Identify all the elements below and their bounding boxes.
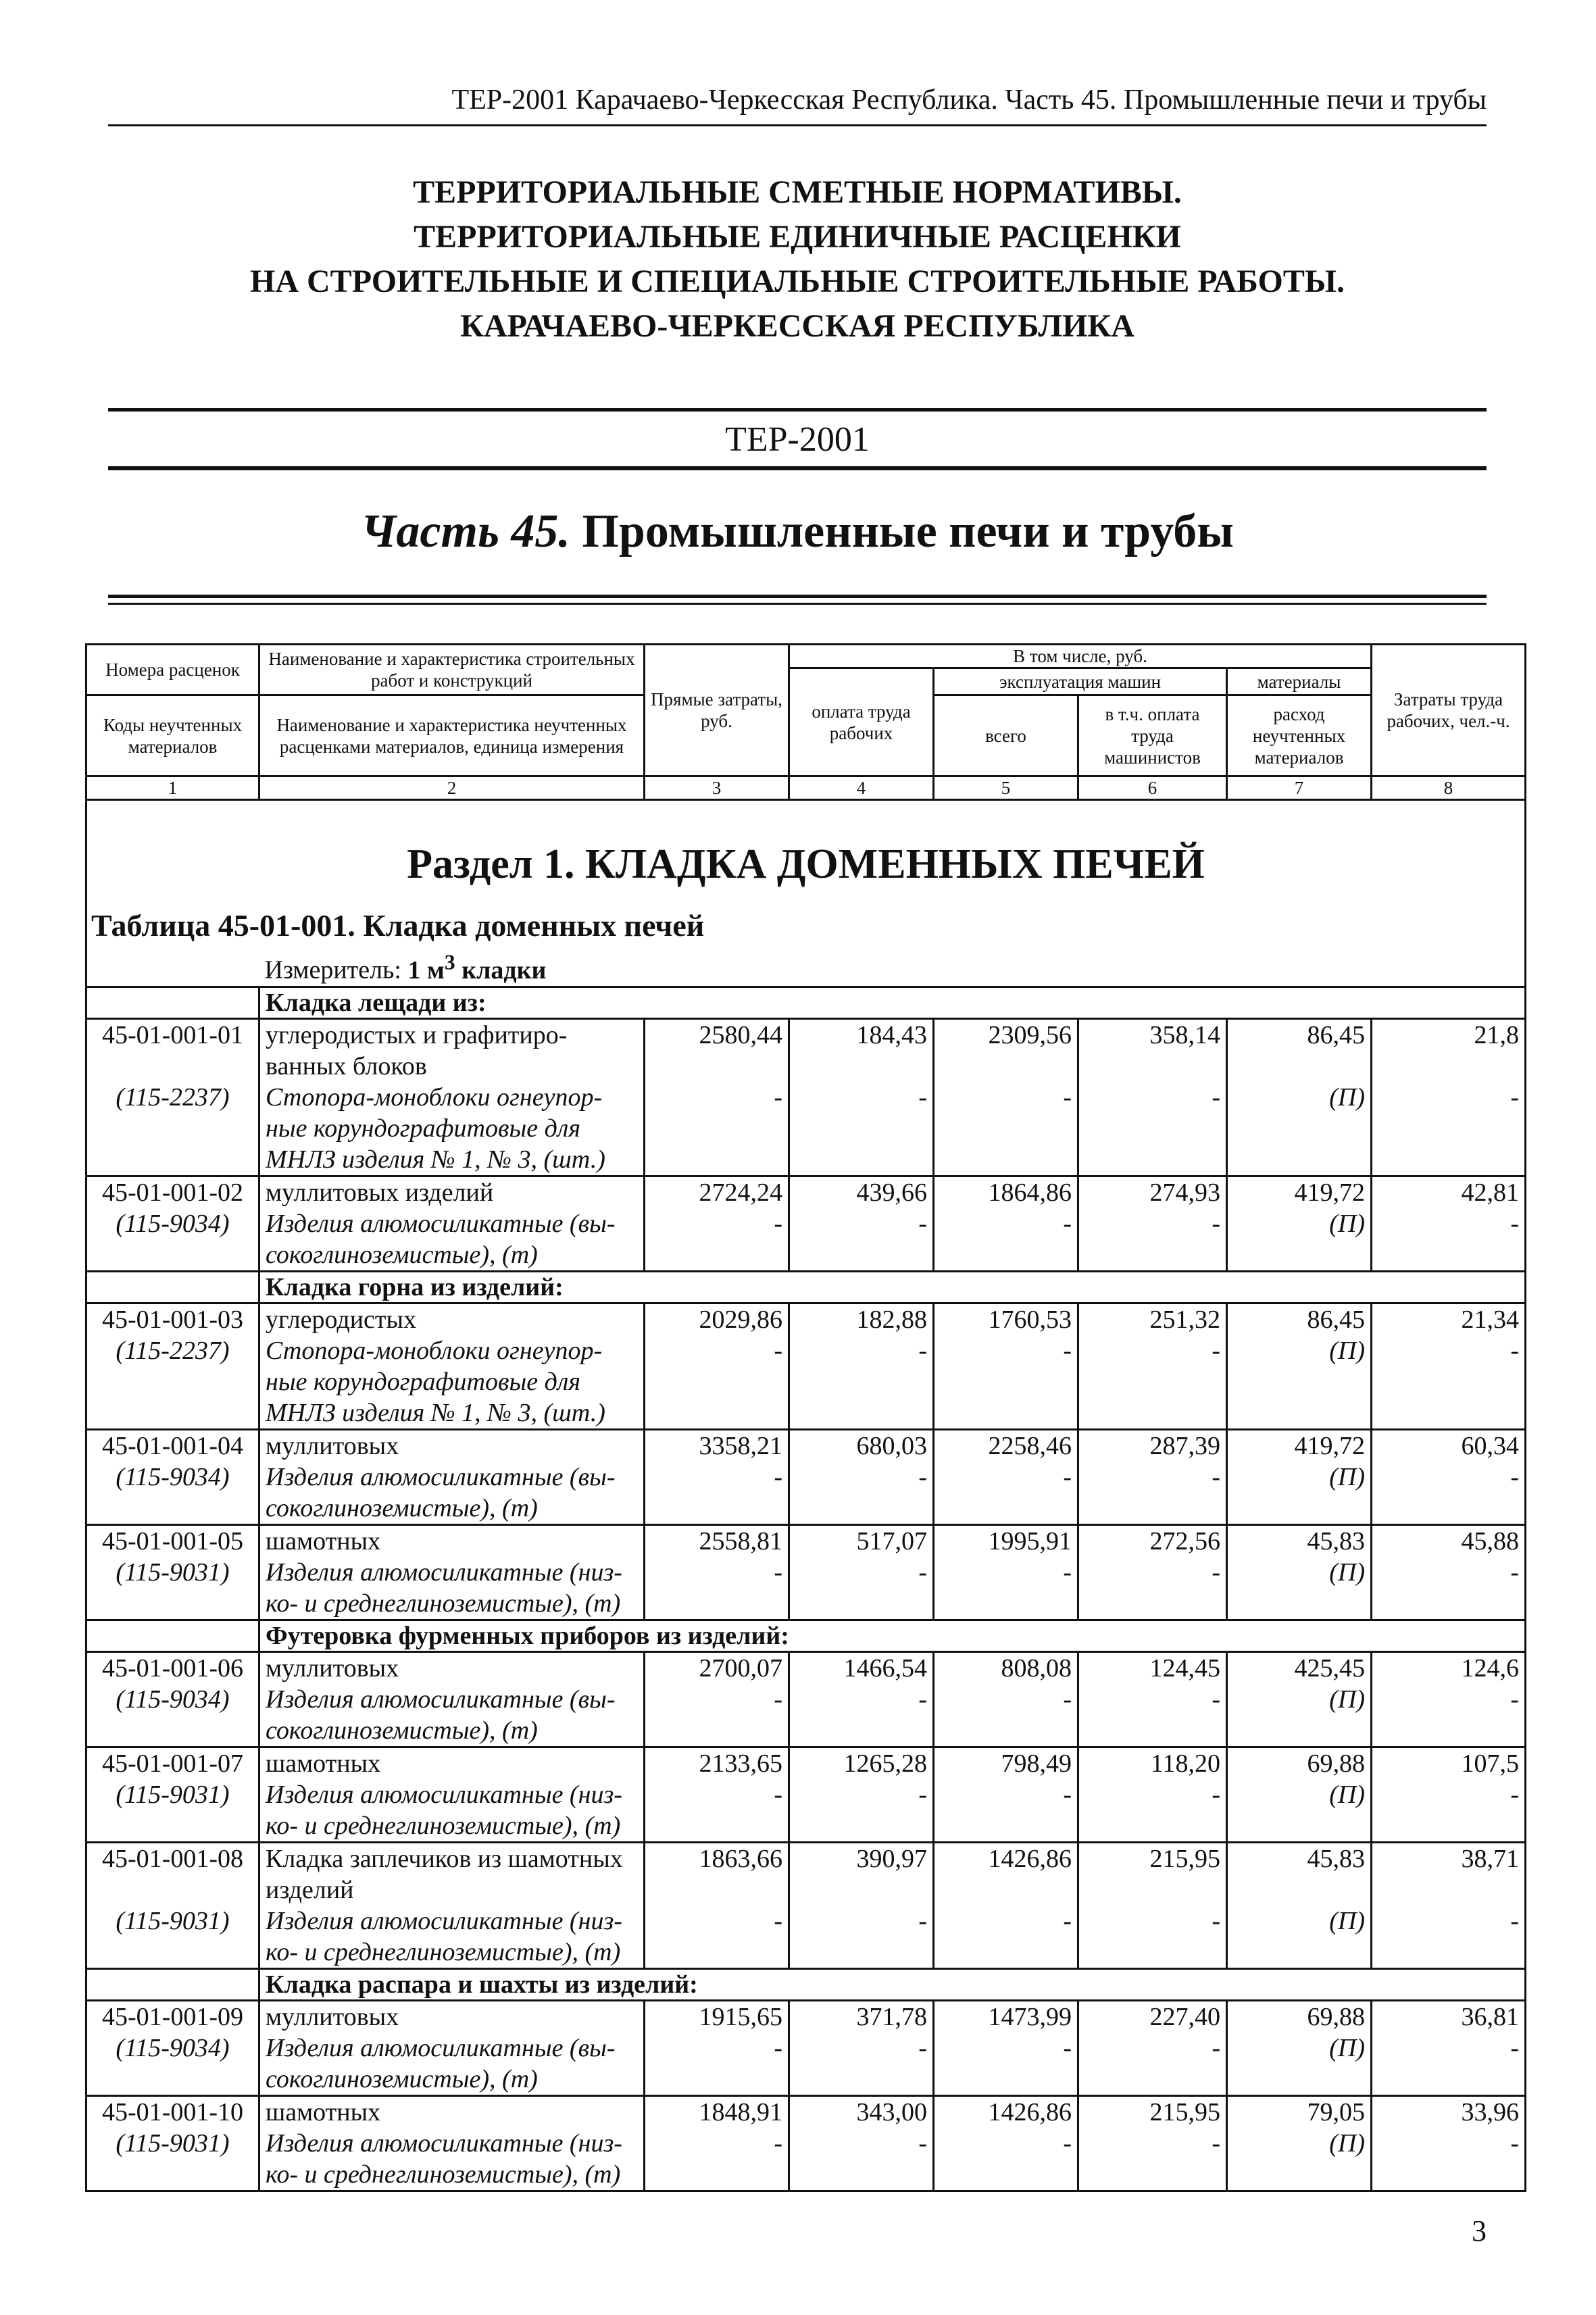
header-labor-costs: Затраты труда рабочих, чел.-ч. <box>1372 645 1526 776</box>
header-direct-costs: Прямые затраты, руб. <box>645 645 789 776</box>
materials: 79,05 <box>1227 2095 1372 2128</box>
bottom-rule <box>108 466 1487 470</box>
column-numbers-row <box>86 776 1526 800</box>
material-code: (115-9031) <box>86 1906 259 1969</box>
material-value: - <box>645 1082 789 1176</box>
rate-name: муллитовых изделий <box>259 1176 645 1208</box>
group-heading: Кладка лещади из: <box>259 987 1526 1018</box>
material-row <box>86 1335 1526 1430</box>
header-rates-numbers: Номера расценок <box>86 645 259 695</box>
rate-code: 45-01-001-01 <box>86 1018 259 1082</box>
machines-total: 1426,86 <box>934 2095 1078 2128</box>
material-value: - <box>1372 1684 1526 1747</box>
part-title <box>108 501 1487 562</box>
labor-costs: 21,8 <box>1372 1018 1526 1082</box>
rates-table <box>85 643 1526 2192</box>
machinists-pay: 215,95 <box>1078 2095 1227 2128</box>
double-rule-top <box>108 595 1487 598</box>
header-labor-pay: оплата труда рабочих <box>789 668 934 776</box>
section-title: Раздел 1. КЛАДКА ДОМЕННЫХ ПЕЧЕЙ <box>86 800 1526 901</box>
header-including: В том числе, руб. <box>789 645 1372 668</box>
rate-name: шамотных <box>259 2095 645 2128</box>
materials: 86,45 <box>1227 1303 1372 1335</box>
labor-pay: 343,00 <box>789 2095 934 2128</box>
title-line: НА СТРОИТЕЛЬНЫЕ И СПЕЦИАЛЬНЫЕ СТРОИТЕЛЬНЫЕ РАБОТЫ. <box>250 264 1345 299</box>
material-value: - <box>1078 1557 1227 1620</box>
material-row <box>86 1082 1526 1176</box>
machinists-pay: 215,95 <box>1078 1842 1227 1906</box>
material-name: Изделия алюмосиликатные (низ-ко- и среднеглиноземистые), (т) <box>259 1557 645 1620</box>
machinists-pay: 227,40 <box>1078 2000 1227 2033</box>
material-value: - <box>645 2128 789 2191</box>
material-code: (115-2237) <box>86 1082 259 1176</box>
labor-pay: 182,88 <box>789 1303 934 1335</box>
group-heading: Кладка распара и шахты из изделий: <box>259 1968 1526 2000</box>
labor-costs: 21,34 <box>1372 1303 1526 1335</box>
material-value: - <box>789 1779 934 1843</box>
material-value: - <box>1372 1462 1526 1525</box>
material-value: - <box>934 1557 1078 1620</box>
table-row <box>86 1303 1526 1335</box>
material-value: - <box>934 1462 1078 1525</box>
machines-total: 1864,86 <box>934 1176 1078 1208</box>
material-value: - <box>1372 1779 1526 1843</box>
material-value: - <box>1078 1779 1227 1843</box>
header-material-name: Наименование и характеристика неучтенных расценками материалов, единица измерения <box>259 695 645 776</box>
column-number: 1 <box>86 776 259 800</box>
material-value: - <box>645 1208 789 1272</box>
material-row <box>86 1208 1526 1272</box>
materials: 45,83 <box>1227 1842 1372 1906</box>
labor-pay: 390,97 <box>789 1842 934 1906</box>
labor-pay: 680,03 <box>789 1429 934 1462</box>
rate-name: углеродистых <box>259 1303 645 1335</box>
material-value: - <box>934 1779 1078 1843</box>
column-number: 6 <box>1078 776 1227 800</box>
direct-costs: 2558,81 <box>645 1524 789 1557</box>
material-value: (П) <box>1227 1906 1372 1969</box>
material-value: - <box>789 1082 934 1176</box>
rate-code: 45-01-001-04 <box>86 1429 259 1462</box>
measure-sup: 3 <box>444 950 455 974</box>
materials: 69,88 <box>1227 2000 1372 2033</box>
page-number: 3 <box>1472 2214 1487 2247</box>
material-value: - <box>1078 1906 1227 1969</box>
rate-name: Кладка заплечиков из шамотных изделий <box>259 1842 645 1906</box>
material-value: - <box>645 1335 789 1430</box>
machines-total: 808,08 <box>934 1651 1078 1684</box>
header-materials: материалы <box>1227 668 1372 695</box>
table-title: Таблица 45-01-001. Кладка доменных печей <box>86 901 1526 947</box>
material-value: (П) <box>1227 1082 1372 1176</box>
column-number: 3 <box>645 776 789 800</box>
machines-total: 2309,56 <box>934 1018 1078 1082</box>
material-code: (115-2237) <box>86 1335 259 1430</box>
rate-code: 45-01-001-10 <box>86 2095 259 2128</box>
material-value: (П) <box>1227 1335 1372 1430</box>
group-heading: Футеровка фурменных приборов из изделий: <box>259 1620 1526 1651</box>
material-row <box>86 2128 1526 2191</box>
material-value: - <box>789 1462 934 1525</box>
material-value: - <box>645 1684 789 1747</box>
material-row <box>86 1779 1526 1843</box>
material-value: - <box>934 2128 1078 2191</box>
machinists-pay: 118,20 <box>1078 1747 1227 1779</box>
material-value: - <box>789 1684 934 1747</box>
labor-costs: 124,6 <box>1372 1651 1526 1684</box>
rate-name: шамотных <box>259 1524 645 1557</box>
material-value: (П) <box>1227 1462 1372 1525</box>
labor-costs: 38,71 <box>1372 1842 1526 1906</box>
machinists-pay: 358,14 <box>1078 1018 1227 1082</box>
materials: 86,45 <box>1227 1018 1372 1082</box>
material-name: Изделия алюмосиликатные (низ-ко- и среднеглиноземистые), (т) <box>259 1906 645 1969</box>
table-row <box>86 2095 1526 2128</box>
materials: 69,88 <box>1227 1747 1372 1779</box>
material-value: - <box>645 1906 789 1969</box>
materials: 425,45 <box>1227 1651 1372 1684</box>
table-row <box>86 1524 1526 1557</box>
running-header: ТЕР-2001 Карачаево-Черкесская Республика. Часть 45. Промышленные печи и трубы <box>108 80 1487 126</box>
labor-pay: 184,43 <box>789 1018 934 1082</box>
labor-costs: 42,81 <box>1372 1176 1526 1208</box>
column-number: 4 <box>789 776 934 800</box>
machinists-pay: 251,32 <box>1078 1303 1227 1335</box>
header-machines-total: всего <box>934 695 1078 776</box>
material-value: - <box>934 1684 1078 1747</box>
material-value: - <box>1372 1082 1526 1176</box>
header-work-name: Наименование и характеристика строительных работ и конструкций <box>259 645 645 695</box>
labor-costs: 45,88 <box>1372 1524 1526 1557</box>
material-value: - <box>645 1462 789 1525</box>
labor-costs: 36,81 <box>1372 2000 1526 2033</box>
material-name: Стопора-моноблоки огнеупор-ные корундографитовые для МНЛЗ изделия № 1, № 3, (шт.) <box>259 1082 645 1176</box>
title-line: ТЕРРИТОРИАЛЬНЫЕ СМЕТНЫЕ НОРМАТИВЫ. <box>413 174 1182 210</box>
column-number: 2 <box>259 776 645 800</box>
rate-name: муллитовых <box>259 2000 645 2033</box>
rate-name: муллитовых <box>259 1651 645 1684</box>
material-name: Изделия алюмосиликатные (низ-ко- и среднеглиноземистые), (т) <box>259 2128 645 2191</box>
material-code: (115-9034) <box>86 1208 259 1272</box>
rate-code: 45-01-001-03 <box>86 1303 259 1335</box>
direct-costs: 1848,91 <box>645 2095 789 2128</box>
table-row <box>86 1429 1526 1462</box>
machines-total: 1473,99 <box>934 2000 1078 2033</box>
table-row <box>86 1018 1526 1082</box>
materials: 419,72 <box>1227 1176 1372 1208</box>
rate-code: 45-01-001-08 <box>86 1842 259 1906</box>
header-machines: эксплуатация машин <box>934 668 1227 695</box>
material-value: - <box>1078 1684 1227 1747</box>
code-label: ТЕР-2001 <box>725 420 870 459</box>
material-row <box>86 1684 1526 1747</box>
labor-costs: 33,96 <box>1372 2095 1526 2128</box>
material-name: Изделия алюмосиликатные (вы-сокоглиноземистые), (т) <box>259 2033 645 2096</box>
rate-code: 45-01-001-07 <box>86 1747 259 1779</box>
direct-costs: 2700,07 <box>645 1651 789 1684</box>
machinists-pay: 287,39 <box>1078 1429 1227 1462</box>
document-title <box>108 170 1487 349</box>
labor-pay: 1466,54 <box>789 1651 934 1684</box>
part-number: Часть 45. <box>361 505 570 557</box>
material-value: - <box>1372 1335 1526 1430</box>
material-value: - <box>934 2033 1078 2096</box>
material-value: - <box>1372 2033 1526 2096</box>
rate-code: 45-01-001-06 <box>86 1651 259 1684</box>
machines-total: 1426,86 <box>934 1842 1078 1906</box>
rate-name: шамотных <box>259 1747 645 1779</box>
material-value: - <box>789 1557 934 1620</box>
material-name: Изделия алюмосиликатные (вы-сокоглиноземистые), (т) <box>259 1684 645 1747</box>
material-value: (П) <box>1227 1684 1372 1747</box>
labor-costs: 107,5 <box>1372 1747 1526 1779</box>
material-code: (115-9031) <box>86 1779 259 1843</box>
labor-pay: 371,78 <box>789 2000 934 2033</box>
labor-pay: 1265,28 <box>789 1747 934 1779</box>
material-row <box>86 2033 1526 2096</box>
material-value: - <box>789 2128 934 2191</box>
material-value: - <box>1372 1208 1526 1272</box>
material-value: - <box>934 1335 1078 1430</box>
material-value: - <box>1372 1557 1526 1620</box>
material-code: (115-9034) <box>86 1462 259 1525</box>
rate-code: 45-01-001-09 <box>86 2000 259 2033</box>
direct-costs: 2580,44 <box>645 1018 789 1082</box>
column-number: 5 <box>934 776 1078 800</box>
header-machinists-pay: в т.ч. оплата труда машинистов <box>1078 695 1227 776</box>
material-code: (115-9031) <box>86 2128 259 2191</box>
materials: 419,72 <box>1227 1429 1372 1462</box>
material-value: (П) <box>1227 1557 1372 1620</box>
labor-pay: 517,07 <box>789 1524 934 1557</box>
measure-value: 1 м <box>407 955 445 985</box>
material-value: - <box>1078 2128 1227 2191</box>
machines-total: 1760,53 <box>934 1303 1078 1335</box>
labor-costs: 60,34 <box>1372 1429 1526 1462</box>
top-rule <box>108 408 1487 412</box>
material-row <box>86 1462 1526 1525</box>
material-value: (П) <box>1227 2128 1372 2191</box>
measure-unit <box>259 947 1526 987</box>
material-value: - <box>1078 1462 1227 1525</box>
materials: 45,83 <box>1227 1524 1372 1557</box>
material-code: (115-9034) <box>86 2033 259 2096</box>
rate-code: 45-01-001-02 <box>86 1176 259 1208</box>
machinists-pay: 124,45 <box>1078 1651 1227 1684</box>
material-value: - <box>645 1779 789 1843</box>
direct-costs: 2724,24 <box>645 1176 789 1208</box>
material-value: - <box>1372 2128 1526 2191</box>
material-value: - <box>789 1906 934 1969</box>
machines-total: 2258,46 <box>934 1429 1078 1462</box>
material-value: - <box>1078 1082 1227 1176</box>
labor-pay: 439,66 <box>789 1176 934 1208</box>
direct-costs: 3358,21 <box>645 1429 789 1462</box>
material-row <box>86 1557 1526 1620</box>
material-value: - <box>934 1906 1078 1969</box>
material-value: - <box>934 1082 1078 1176</box>
table-row <box>86 1842 1526 1906</box>
material-value: (П) <box>1227 1208 1372 1272</box>
column-number: 8 <box>1372 776 1526 800</box>
title-line: КАРАЧАЕВО-ЧЕРКЕССКАЯ РЕСПУБЛИКА <box>460 308 1134 344</box>
material-value: - <box>645 2033 789 2096</box>
measure-label: Измеритель: <box>264 955 401 985</box>
title-line: ТЕРРИТОРИАЛЬНЫЕ ЕДИНИЧНЫЕ РАСЦЕНКИ <box>414 219 1181 255</box>
direct-costs: 2029,86 <box>645 1303 789 1335</box>
rate-code: 45-01-001-05 <box>86 1524 259 1557</box>
group-heading: Кладка горна из изделий: <box>259 1271 1526 1303</box>
rate-name: муллитовых <box>259 1429 645 1462</box>
direct-costs: 1863,66 <box>645 1842 789 1906</box>
material-value: - <box>1372 1906 1526 1969</box>
material-value: (П) <box>1227 1779 1372 1843</box>
material-row <box>86 1906 1526 1969</box>
material-name: Изделия алюмосиликатные (вы-сокоглиноземистые), (т) <box>259 1462 645 1525</box>
material-value: - <box>1078 1335 1227 1430</box>
table-row <box>86 1176 1526 1208</box>
machinists-pay: 274,93 <box>1078 1176 1227 1208</box>
column-number: 7 <box>1227 776 1372 800</box>
material-value: - <box>789 1335 934 1430</box>
material-value: - <box>1078 2033 1227 2096</box>
material-name: Изделия алюмосиликатные (низ-ко- и среднеглиноземистые), (т) <box>259 1779 645 1843</box>
material-code: (115-9034) <box>86 1684 259 1747</box>
machines-total: 1995,91 <box>934 1524 1078 1557</box>
rate-name: углеродистых и графитиро-ванных блоков <box>259 1018 645 1082</box>
header-material-codes: Коды неучтенных материалов <box>86 695 259 776</box>
material-value: - <box>934 1208 1078 1272</box>
material-name: Изделия алюмосиликатные (вы-сокоглиноземистые), (т) <box>259 1208 645 1272</box>
table-row <box>86 2000 1526 2033</box>
material-code: (115-9031) <box>86 1557 259 1620</box>
direct-costs: 2133,65 <box>645 1747 789 1779</box>
machinists-pay: 272,56 <box>1078 1524 1227 1557</box>
double-rule-bottom <box>108 603 1487 605</box>
material-value: - <box>645 1557 789 1620</box>
part-name: Промышленные печи и трубы <box>582 505 1234 557</box>
material-value: (П) <box>1227 2033 1372 2096</box>
direct-costs: 1915,65 <box>645 2000 789 2033</box>
material-name: Стопора-моноблоки огнеупор-ные корундографитовые для МНЛЗ изделия № 1, № 3, (шт.) <box>259 1335 645 1430</box>
measure-rest: кладки <box>462 955 547 985</box>
table-row <box>86 1747 1526 1779</box>
machines-total: 798,49 <box>934 1747 1078 1779</box>
measure-spacer <box>86 947 259 987</box>
header-material-consumption: расход неучтенных материалов <box>1227 695 1372 776</box>
material-value: - <box>789 1208 934 1272</box>
material-value: - <box>789 2033 934 2096</box>
material-value: - <box>1078 1208 1227 1272</box>
table-row <box>86 1651 1526 1684</box>
